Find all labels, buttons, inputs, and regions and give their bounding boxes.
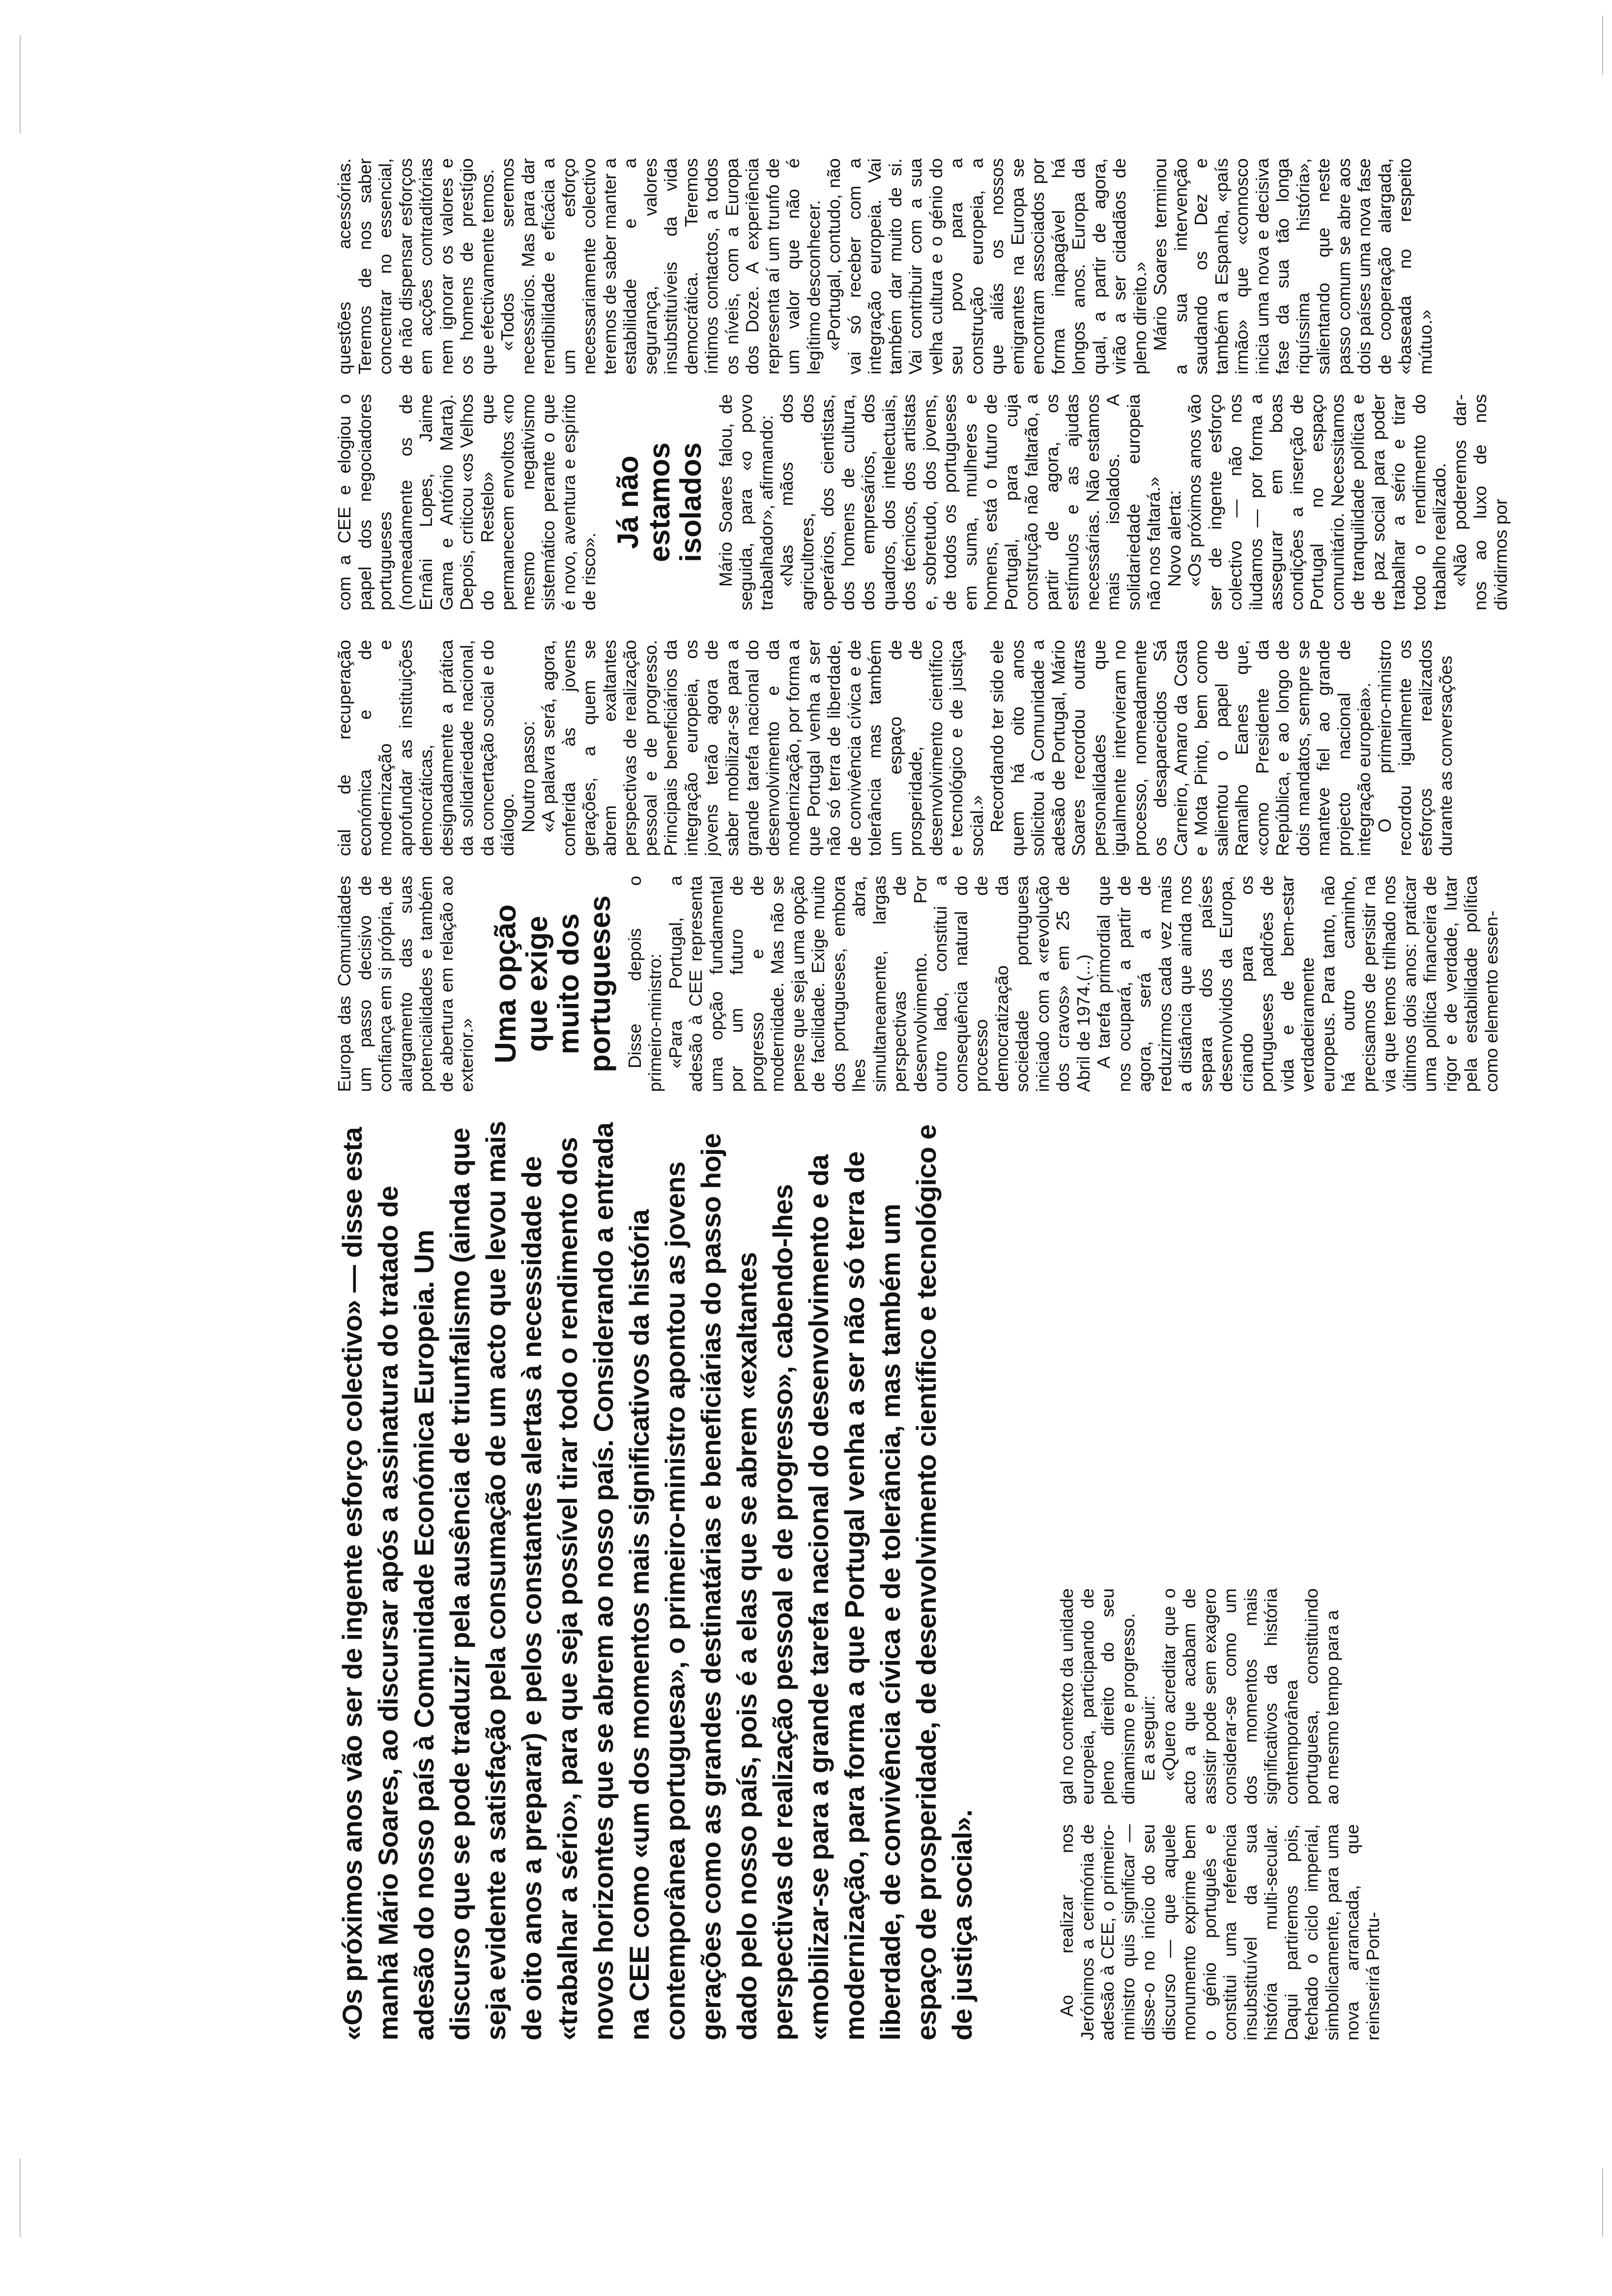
section-heading-1: Uma opção que exige muito dos portugueses [489,895,616,1073]
paragraph: O primeiro-ministro recordou igualmente os esforços realizados durante as conversações [1374,640,1456,856]
article-column-1 [1057,1824,1528,2040]
scan-edge-mark [20,35,21,134]
article-column-2 [1057,1588,1528,1805]
article-column-5 [334,394,1533,610]
paragraph: Ao realizar nos Jerónimos a cerimónia de adesão à CEE, o primeiro-ministro quis significar — disse-o no início do seu discurso — que aquele monumento exprime bem o génio português e constitui uma referência insubstituível da sua história multi-secular. Daqui partiremos pois, fechado o ciclo imperial, simbolicamente, para uma nova arrancada, que reinserirá Portu- [1057,1824,1383,2040]
paragraph: «A palavra será, agora, conferida às jovens gerações, a quem se abrem exaltantes perspectivas de realização pessoal e de progresso. Principais beneficiários da integração europeia, os jovens terão agora de saber mobilizar-se para a grande tarefa nacional do desenvolvimento e da modernização, por forma a que Portugal venha a ser não só terra de liberdade, de convivência cívica e de tolerância mas também um espaço de prosperidade, de desenvolvimento científico e tecnológico e de justiça social.» [538,640,987,856]
paragraph: E a seguir: [1138,1695,1158,1781]
paragraph: «Todos seremos necessários. Mas para dar rendibilidade e eficácia a um esforço necessariamente colectivo teremos de saber manter a estabilidade e a segurança, valores insubstituíveis da vida democrática. Teremos íntimos contactos, a todos os níveis, com a Europa dos Doze. A experiência representa aí um trunfo de um valor que não é legítimo desconhecer. [497,158,824,374]
paragraph: «Os próximos anos vão ser de ingente esforço colectivo — não nos iludamos — por forma a assegurar em boas condições a inserção de Portugal no espaço comunitário. Necessitamos de tranquilidade política e de paz social para poder trabalhar a sério e tirar todo o rendimento do trabalho realizado. [1184,394,1449,610]
paragraph: Europa das Comunidades um passo decisivo de confiança em si própria, de alargamento das suas potencialidades e também de abertura em relação ao exterior.» [334,876,477,1092]
paragraph: cial de recuperação económica e de modernização e aprofundar as instituições democráticas, designadamente a prática da solidariedade nacional, da concertação social e do diálogo. [334,640,518,856]
scan-edge-mark [1602,2168,1603,2237]
scan-edge-mark [20,2158,21,2237]
paragraph: A tarefa primordial que nos ocupará, a partir de agora, será a de reduzirmos cada vez mais a distância que ainda nos separa dos países desenvolvidos da Europa, criando para os portugueses padrões de vida e de bem-estar verdadeiramente europeus. Para tanto, não há outro caminho, precisamos de persistir na via que temos trilhado nos últimos dois anos: praticar uma política financeira de rigor e de verdade, lutar pela estabilidade política como elemento essen- [1094,876,1501,1092]
paragraph: Mário Soares falou, de seguida, para «o povo trabalhador», afirmando: [715,394,777,610]
paragraph: «Para Portugal, a adesão à CEE representa uma opção fundamental por um futuro de progresso e de modernidade. Mas não se pense que seja uma opção de facilidade. Exige muito dos portugueses, embora lhes abra, simultaneamente, largas perspectivas de desenvolvimento. Por outro lado, constitui a consequência natural do processo de democratização da sociedade portuguesa iniciado com a «revolução dos cravos» em 25 de Abril de 1974.(...) [665,876,1094,1092]
paragraph: Mário Soares terminou a sua intervenção saudando os Dez e também a Espanha, «país irmão» que «connosco inicia uma nova e decisiva fase da sua tão longa riquíssima história», salientando que neste passo comum se abre aos dois países uma nova fase de cooperação alargada, «baseada no respeito mútuo.» [1150,158,1436,374]
article-column-6 [334,158,1533,374]
paragraph: «Portugal, contudo, não vai só receber com a integração europeia. Vai também dar muito de si. Vai contribuir com a sua velha cultura e o génio do seu povo para a construção europeia, a que aliás os nossos emigrantes na Europa se encontram associados por forma inapagável há longos anos. Europa da qual, a partir de agora, virão a ser cidadãos de pleno direito.» [824,158,1150,374]
lead-paragraph: «Os próximos anos vão ser de ingente esforço colectivo» — disse esta manhã Mário Soares, ao discursar após a assinatura do tratado de adesão do nosso país à Comunidade Económica Europeia. Um discurso que se pode traduzir pela ausência de triunfalismo (ainda que seja evidente a satisfação pela consumação de um acto que levou mais de oito anos a preparar) e pelos constantes alertas à necessidade de «trabalhar a sério», para que seja possível tirar todo o rendimento dos novos horizontes que se abrem ao nosso país. Considerando a entrada na CEE como «um dos momentos mais significativos da história contemporânea portuguesa», o primeiro-ministro apontou as jovens gerações como as grandes destinatárias e beneficiárias do passo hoje dado pelo nosso país, pois é a elas que se abrem «exaltantes perspectivas de realização pessoal e de progresso», cabendo-lhes «mobilizar-se para a grande tarefa nacional do desenvolvimento e da modernização, para forma a que Portugal venha a ser não só terra de liberdade, de convivência cívica e de tolerância, mas também um espaço de prosperidade, de desenvolvimento científico e tecnológico e de justiça social». [337,1121,978,2040]
paragraph: Noutro passo: [518,720,538,832]
paragraph: Recordando ter sido ele quem há oito anos solicitou à Comunidade a adesão de Portugal, Mário Soares recordou outras personalidades que igualmente intervieram no processo, nomeadamente os desaparecidos Sá Carneiro, Amaro da Costa e Mota Pinto, bem como salientou o papel de Ramalho Eanes que, «como Presidente da República, e ao longo de dois mandatos, sempre se manteve fiel ao grande projecto nacional de integração europeia». [987,640,1374,856]
section-heading-2: Já não estamos isolados [611,442,707,562]
article-column-3 [334,876,1533,1092]
paragraph: gal no contexto da unidade europeia, participando de pleno direito do seu dinamismo e progresso. [1057,1588,1138,1805]
article-column-4 [334,640,1533,856]
paragraph: Disse depois o primeiro-ministro: [624,876,665,1092]
paragraph: com a CEE e elogiou o papel dos negociadores portugueses (nomeadamente os de Ernâni Lopes, Jaime Gama e António Marta). Depois, criticou «os Velhos do Restelo» que permanecem envoltos «no mesmo negativismo sistemático perante o que é novo, aventura e espírito de risco». [334,394,599,610]
paragraph: «Nas mãos dos agricultores, dos operários, dos cientistas, dos homens de cultura, dos empresários, dos quadros, dos intelectuais, dos técnicos, dos artistas e, sobretudo, dos jovens, de todos os portugueses em suma, mulheres e homens, está o futuro de Portugal, para cuja construção não faltarão, a partir de agora, os estímulos e as ajudas necessárias. Não estamos mais isolados. A solidariedade europeia não nos faltará.» [777,394,1164,610]
paragraph: «Quero acreditar que o acto a que acabam de assistir pode sem exagero considerar-se como um dos momentos mais significativos da história contemporânea portuguesa, constituindo ao mesmo tempo para a [1158,1588,1342,1805]
paragraph: «Não poderemos dar-nos ao luxo de nos dividirmos por [1449,394,1511,610]
paragraph: questões acessórias. Teremos de nos saber concentrar no essencial, de não dispensar esforços em acções contraditórias nem ignorar os valores e os homens de prestígio que efectivamente temos. [334,158,497,374]
paragraph: Novo alerta: [1164,490,1184,587]
scan-edge-mark [1602,16,1603,75]
